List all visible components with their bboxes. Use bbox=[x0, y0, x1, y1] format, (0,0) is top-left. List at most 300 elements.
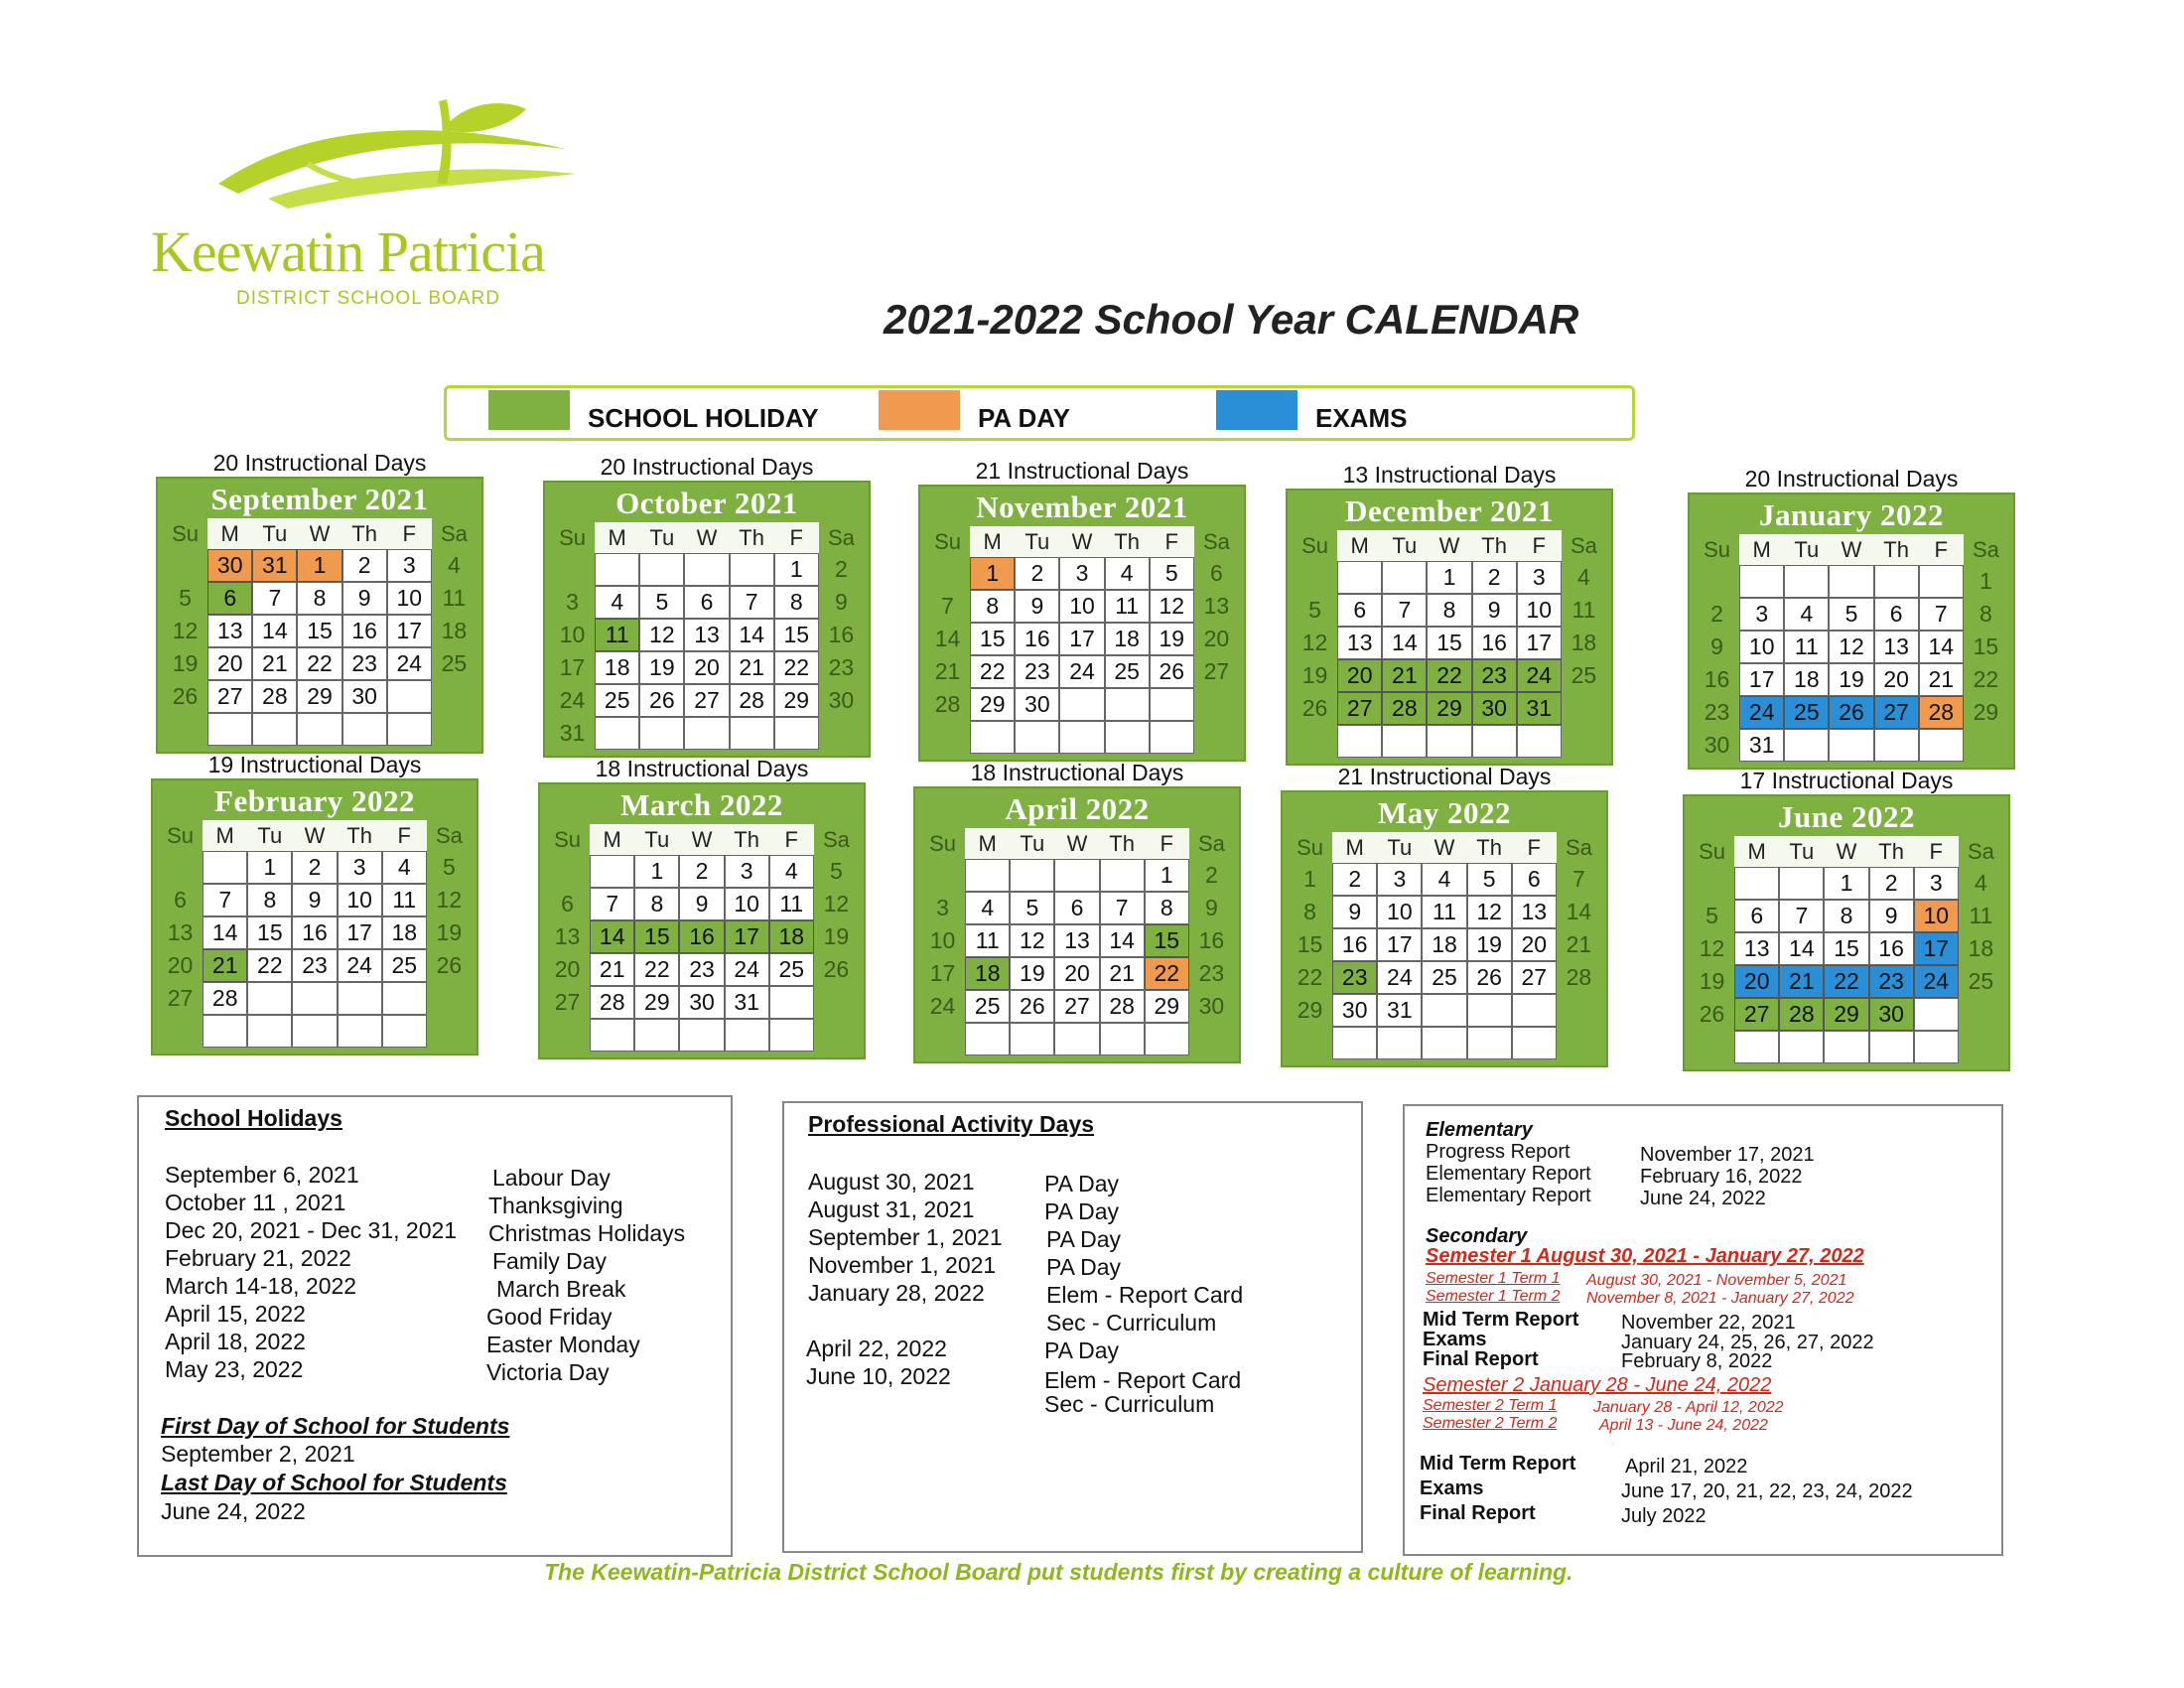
month-name: May 2022 bbox=[1377, 795, 1511, 830]
day-cell: 10 bbox=[920, 924, 965, 957]
day-cell bbox=[1194, 721, 1239, 754]
day-cell: 29 bbox=[1145, 990, 1189, 1023]
day-cell: 23 bbox=[1869, 965, 1914, 998]
weekday-header: Su bbox=[1690, 836, 1734, 867]
weekday-header: Tu bbox=[1779, 836, 1824, 867]
weekday-header: W bbox=[1427, 530, 1471, 561]
day-cell: 9 bbox=[1332, 896, 1377, 928]
semester-1-term-2-label: Semester 1 Term 2 bbox=[1426, 1288, 1561, 1305]
day-cell: 12 bbox=[1467, 896, 1512, 928]
day-cell: 6 bbox=[1874, 598, 1919, 631]
school-holidays-heading: School Holidays bbox=[165, 1105, 342, 1131]
day-cell: 25 bbox=[1784, 696, 1829, 729]
day-cell: 26 bbox=[427, 949, 472, 982]
day-cell bbox=[432, 713, 477, 746]
holiday-date: September 6, 2021 bbox=[165, 1162, 359, 1188]
report-date: February 8, 2022 bbox=[1621, 1350, 1773, 1372]
day-cell: 8 bbox=[1824, 900, 1868, 932]
day-cell: 8 bbox=[1964, 598, 2008, 631]
day-cell: 3 bbox=[1739, 598, 1784, 631]
day-cell: 19 bbox=[639, 651, 684, 684]
day-cell: 28 bbox=[1919, 696, 1964, 729]
day-cell bbox=[925, 721, 970, 754]
day-cell: 27 bbox=[158, 982, 203, 1015]
day-cell: 7 bbox=[730, 586, 774, 619]
day-cell: 17 bbox=[725, 920, 769, 953]
day-cell bbox=[550, 553, 595, 586]
day-cell: 13 bbox=[1734, 932, 1779, 965]
weekday-header: M bbox=[1337, 530, 1382, 561]
day-cell bbox=[427, 1015, 472, 1048]
day-cell: 9 bbox=[679, 888, 724, 920]
day-cell: 2 bbox=[292, 851, 337, 884]
weekday-header: Tu bbox=[639, 522, 684, 553]
report-date: February 16, 2022 bbox=[1640, 1166, 1803, 1188]
day-cell: 25 bbox=[769, 953, 814, 986]
pa-date: June 10, 2022 bbox=[806, 1363, 951, 1389]
day-cell: 8 bbox=[1145, 892, 1189, 924]
day-cell: 12 bbox=[1690, 932, 1734, 965]
day-cell: 22 bbox=[1964, 663, 2008, 696]
day-cell: 12 bbox=[814, 888, 859, 920]
weekday-header: Th bbox=[1100, 828, 1145, 859]
month-name: March 2022 bbox=[620, 787, 783, 822]
day-cell: 23 bbox=[1472, 659, 1517, 692]
day-cell: 19 bbox=[814, 920, 859, 953]
day-cell bbox=[432, 680, 477, 713]
day-cell bbox=[725, 1019, 769, 1052]
day-cell bbox=[774, 717, 819, 750]
holiday-name: Family Day bbox=[492, 1248, 608, 1274]
day-cell: 18 bbox=[595, 651, 639, 684]
pa-desc: PA Day bbox=[1044, 1171, 1119, 1196]
weekday-header: W bbox=[1824, 836, 1868, 867]
day-cell: 27 bbox=[1734, 998, 1779, 1031]
month-name: November 2021 bbox=[976, 490, 1188, 524]
day-cell bbox=[1739, 565, 1784, 598]
day-cell bbox=[1557, 1027, 1601, 1059]
day-cell: 3 bbox=[338, 851, 382, 884]
day-cell bbox=[814, 986, 859, 1019]
day-cell: 13 bbox=[207, 615, 252, 647]
day-cell: 31 bbox=[550, 717, 595, 750]
day-cell: 27 bbox=[1874, 696, 1919, 729]
day-cell: 11 bbox=[769, 888, 814, 920]
day-cell: 28 bbox=[590, 986, 634, 1019]
holiday-name: Good Friday bbox=[486, 1304, 613, 1330]
weekday-header: W bbox=[1059, 526, 1104, 557]
day-cell: 27 bbox=[545, 986, 590, 1019]
day-cell: 19 bbox=[1467, 928, 1512, 961]
day-cell: 4 bbox=[1959, 867, 2003, 900]
day-cell bbox=[1959, 998, 2003, 1031]
day-cell: 14 bbox=[1557, 896, 1601, 928]
weekday-header: F bbox=[1150, 526, 1194, 557]
day-cell bbox=[158, 851, 203, 884]
day-cell: 10 bbox=[338, 884, 382, 916]
day-cell bbox=[1427, 725, 1471, 758]
day-cell bbox=[1829, 729, 1873, 762]
day-cell: 8 bbox=[774, 586, 819, 619]
day-cell bbox=[1194, 688, 1239, 721]
day-cell: 13 bbox=[1194, 590, 1239, 623]
day-cell: 5 bbox=[427, 851, 472, 884]
holiday-date: April 15, 2022 bbox=[165, 1301, 306, 1327]
day-cell: 2 bbox=[1015, 557, 1059, 590]
day-cell bbox=[1422, 1027, 1466, 1059]
day-cell: 5 bbox=[814, 855, 859, 888]
day-cell bbox=[1512, 1027, 1557, 1059]
day-cell: 14 bbox=[1100, 924, 1145, 957]
secondary-heading: Secondary bbox=[1426, 1225, 1528, 1247]
weekday-header: Su bbox=[550, 522, 595, 553]
day-cell: 28 bbox=[1382, 692, 1427, 725]
day-cell bbox=[1422, 994, 1466, 1027]
month-grid bbox=[158, 820, 472, 1048]
day-cell: 11 bbox=[432, 582, 477, 615]
day-cell bbox=[1517, 725, 1562, 758]
month-name: June 2022 bbox=[1778, 799, 1915, 834]
day-cell bbox=[1512, 994, 1557, 1027]
day-cell: 28 bbox=[925, 688, 970, 721]
day-cell: 6 bbox=[1054, 892, 1099, 924]
weekday-header: M bbox=[595, 522, 639, 553]
day-cell: 18 bbox=[432, 615, 477, 647]
legend-school-holiday bbox=[488, 390, 819, 433]
weekday-header: Tu bbox=[1010, 828, 1054, 859]
month-grid bbox=[1288, 832, 1601, 1059]
day-cell: 24 bbox=[725, 953, 769, 986]
day-cell bbox=[1959, 1031, 2003, 1063]
day-cell: 31 bbox=[1377, 994, 1422, 1027]
day-cell: 8 bbox=[1288, 896, 1332, 928]
weekday-header: W bbox=[1829, 534, 1873, 565]
day-cell: 15 bbox=[1964, 631, 2008, 663]
instructional-days: 20 Instructional Days bbox=[1744, 466, 1959, 492]
sprout-logo-icon bbox=[208, 89, 586, 218]
day-cell bbox=[1919, 729, 1964, 762]
semester-1-term-1-dates: August 30, 2021 - November 5, 2021 bbox=[1586, 1272, 1847, 1289]
weekday-header: F bbox=[1919, 534, 1964, 565]
month-december-2021 bbox=[1286, 461, 1613, 766]
day-cell: 8 bbox=[634, 888, 679, 920]
holiday-name: Easter Monday bbox=[486, 1332, 640, 1357]
day-cell: 26 bbox=[1010, 990, 1054, 1023]
day-cell bbox=[639, 553, 684, 586]
day-cell: 10 bbox=[1517, 594, 1562, 627]
day-cell: 20 bbox=[207, 647, 252, 680]
pa-desc: Sec - Curriculum bbox=[1046, 1310, 1217, 1336]
day-cell bbox=[1054, 1023, 1099, 1055]
instructional-days: 13 Instructional Days bbox=[1342, 462, 1557, 488]
day-cell: 21 bbox=[590, 953, 634, 986]
day-cell: 7 bbox=[1100, 892, 1145, 924]
day-cell bbox=[1695, 565, 1739, 598]
day-cell: 23 bbox=[1332, 961, 1377, 994]
day-cell: 12 bbox=[1010, 924, 1054, 957]
day-cell: 16 bbox=[819, 619, 864, 651]
day-cell: 13 bbox=[1337, 627, 1382, 659]
month-grid bbox=[163, 518, 477, 746]
pa-desc: PA Day bbox=[1046, 1226, 1121, 1252]
day-cell: 15 bbox=[1288, 928, 1332, 961]
day-cell bbox=[203, 851, 247, 884]
day-cell: 16 bbox=[292, 916, 337, 949]
day-cell bbox=[970, 721, 1015, 754]
day-cell: 17 bbox=[920, 957, 965, 990]
holiday-date: March 14-18, 2022 bbox=[165, 1273, 357, 1299]
day-cell: 22 bbox=[634, 953, 679, 986]
weekday-header: M bbox=[965, 828, 1010, 859]
day-cell: 28 bbox=[1557, 961, 1601, 994]
day-cell: 5 bbox=[1829, 598, 1873, 631]
day-cell: 17 bbox=[1914, 932, 1959, 965]
day-cell bbox=[1382, 561, 1427, 594]
day-cell: 18 bbox=[1784, 663, 1829, 696]
reports-box bbox=[1403, 1104, 2003, 1556]
day-cell: 5 bbox=[1467, 863, 1512, 896]
weekday-header: Sa bbox=[1194, 526, 1239, 557]
day-cell: 3 bbox=[1059, 557, 1104, 590]
day-cell: 18 bbox=[1105, 623, 1150, 655]
pa-desc: PA Day bbox=[1046, 1254, 1121, 1280]
weekday-header: W bbox=[1422, 832, 1466, 863]
day-cell: 1 bbox=[1964, 565, 2008, 598]
day-cell: 25 bbox=[965, 990, 1010, 1023]
day-cell: 12 bbox=[639, 619, 684, 651]
weekday-header: M bbox=[207, 518, 252, 549]
pa-desc: Elem - Report Card bbox=[1044, 1367, 1242, 1393]
day-cell: 5 bbox=[639, 586, 684, 619]
weekday-header: M bbox=[203, 820, 247, 851]
day-cell: 24 bbox=[1059, 655, 1104, 688]
day-cell bbox=[252, 713, 297, 746]
day-cell: 16 bbox=[1472, 627, 1517, 659]
instructional-days: 20 Instructional Days bbox=[600, 454, 814, 480]
day-cell: 11 bbox=[595, 619, 639, 651]
day-cell: 17 bbox=[387, 615, 432, 647]
semester-1-term-1-label: Semester 1 Term 1 bbox=[1426, 1270, 1561, 1287]
weekday-header: Tu bbox=[1784, 534, 1829, 565]
weekday-header: M bbox=[590, 824, 634, 855]
day-cell: 31 bbox=[1517, 692, 1562, 725]
day-cell: 11 bbox=[1422, 896, 1466, 928]
semester-1-title: Semester 1 August 30, 2021 - January 27, 2022 bbox=[1426, 1245, 1864, 1267]
weekday-header: Th bbox=[1472, 530, 1517, 561]
day-cell: 15 bbox=[970, 623, 1015, 655]
day-cell bbox=[292, 982, 337, 1015]
semester-2-title: Semester 2 January 28 - June 24, 2022 bbox=[1423, 1374, 1772, 1396]
month-name: February 2022 bbox=[214, 783, 415, 818]
day-cell: 18 bbox=[1422, 928, 1466, 961]
day-cell bbox=[634, 1019, 679, 1052]
day-cell: 11 bbox=[382, 884, 427, 916]
day-cell: 2 bbox=[1472, 561, 1517, 594]
day-cell: 8 bbox=[297, 582, 341, 615]
pa-date: April 22, 2022 bbox=[806, 1336, 947, 1361]
day-cell bbox=[338, 1015, 382, 1048]
day-cell: 8 bbox=[970, 590, 1015, 623]
day-cell: 23 bbox=[1015, 655, 1059, 688]
day-cell: 17 bbox=[1377, 928, 1422, 961]
day-cell: 7 bbox=[1919, 598, 1964, 631]
weekday-header: Th bbox=[1869, 836, 1914, 867]
weekday-header: F bbox=[1914, 836, 1959, 867]
holiday-date: April 18, 2022 bbox=[165, 1329, 306, 1354]
day-cell bbox=[1100, 859, 1145, 892]
day-cell: 8 bbox=[1427, 594, 1471, 627]
day-cell: 23 bbox=[1695, 696, 1739, 729]
day-cell bbox=[1105, 721, 1150, 754]
day-cell bbox=[679, 1019, 724, 1052]
day-cell: 20 bbox=[684, 651, 729, 684]
day-cell: 23 bbox=[292, 949, 337, 982]
month-january-2022 bbox=[1688, 465, 2015, 770]
day-cell: 28 bbox=[730, 684, 774, 717]
day-cell: 7 bbox=[1557, 863, 1601, 896]
day-cell: 21 bbox=[1382, 659, 1427, 692]
semester-1-term-2-dates: November 8, 2021 - January 27, 2022 bbox=[1586, 1290, 1854, 1307]
day-cell: 9 bbox=[1472, 594, 1517, 627]
report-date: January 24, 25, 26, 27, 2022 bbox=[1621, 1332, 1874, 1353]
day-cell: 16 bbox=[679, 920, 724, 953]
day-cell bbox=[1779, 1031, 1824, 1063]
pa-days-box bbox=[782, 1101, 1363, 1553]
day-cell bbox=[1874, 565, 1919, 598]
day-cell bbox=[1337, 725, 1382, 758]
day-cell: 5 bbox=[1690, 900, 1734, 932]
day-cell: 27 bbox=[1054, 990, 1099, 1023]
day-cell: 6 bbox=[545, 888, 590, 920]
day-cell: 21 bbox=[203, 949, 247, 982]
day-cell: 14 bbox=[925, 623, 970, 655]
day-cell bbox=[1467, 1027, 1512, 1059]
day-cell: 20 bbox=[1194, 623, 1239, 655]
day-cell: 23 bbox=[1189, 957, 1234, 990]
brand-name: Keewatin Patricia bbox=[151, 219, 545, 284]
day-cell: 26 bbox=[639, 684, 684, 717]
day-cell bbox=[595, 717, 639, 750]
day-cell: 28 bbox=[1779, 998, 1824, 1031]
weekday-header: Sa bbox=[432, 518, 477, 549]
day-cell: 30 bbox=[1015, 688, 1059, 721]
holiday-name: Labour Day bbox=[492, 1165, 611, 1191]
weekday-header: Su bbox=[158, 820, 203, 851]
day-cell: 6 bbox=[1194, 557, 1239, 590]
pa-desc: PA Day bbox=[1044, 1198, 1119, 1224]
day-cell: 31 bbox=[725, 986, 769, 1019]
day-cell: 15 bbox=[247, 916, 292, 949]
day-cell bbox=[1874, 729, 1919, 762]
day-cell bbox=[1964, 729, 2008, 762]
day-cell: 27 bbox=[207, 680, 252, 713]
day-cell bbox=[1784, 565, 1829, 598]
report-date: June 24, 2022 bbox=[1640, 1188, 1766, 1209]
day-cell: 23 bbox=[819, 651, 864, 684]
day-cell: 11 bbox=[1784, 631, 1829, 663]
holiday-date: February 21, 2022 bbox=[165, 1245, 351, 1271]
day-cell: 16 bbox=[342, 615, 387, 647]
day-cell: 13 bbox=[158, 916, 203, 949]
legend-label: PA DAY bbox=[978, 403, 1070, 433]
day-cell: 18 bbox=[965, 957, 1010, 990]
day-cell: 7 bbox=[1382, 594, 1427, 627]
day-cell: 11 bbox=[1959, 900, 2003, 932]
weekday-header: Sa bbox=[814, 824, 859, 855]
day-cell: 11 bbox=[965, 924, 1010, 957]
weekday-header: Tu bbox=[252, 518, 297, 549]
day-cell: 29 bbox=[1288, 994, 1332, 1027]
day-cell: 30 bbox=[679, 986, 724, 1019]
day-cell bbox=[1557, 994, 1601, 1027]
day-cell: 22 bbox=[1288, 961, 1332, 994]
day-cell: 5 bbox=[1010, 892, 1054, 924]
day-cell: 6 bbox=[684, 586, 729, 619]
day-cell bbox=[1054, 859, 1099, 892]
day-cell bbox=[247, 1015, 292, 1048]
month-grid bbox=[1293, 530, 1606, 758]
day-cell: 23 bbox=[342, 647, 387, 680]
day-cell: 27 bbox=[1512, 961, 1557, 994]
month-june-2022 bbox=[1683, 767, 2010, 1071]
day-cell: 19 bbox=[1010, 957, 1054, 990]
month-grid bbox=[920, 828, 1234, 1055]
day-cell: 21 bbox=[1100, 957, 1145, 990]
day-cell bbox=[1467, 994, 1512, 1027]
day-cell bbox=[1734, 867, 1779, 900]
day-cell: 21 bbox=[252, 647, 297, 680]
report-label: Exams bbox=[1420, 1477, 1484, 1499]
day-cell: 2 bbox=[819, 553, 864, 586]
legend bbox=[444, 385, 1635, 441]
day-cell: 11 bbox=[1105, 590, 1150, 623]
month-grid bbox=[550, 522, 864, 750]
day-cell: 20 bbox=[545, 953, 590, 986]
day-cell: 4 bbox=[432, 549, 477, 582]
day-cell: 21 bbox=[1919, 663, 1964, 696]
pa-date: November 1, 2021 bbox=[808, 1252, 997, 1278]
weekday-header: Sa bbox=[1562, 530, 1606, 561]
day-cell bbox=[207, 713, 252, 746]
day-cell bbox=[920, 1023, 965, 1055]
day-cell: 25 bbox=[382, 949, 427, 982]
day-cell: 30 bbox=[342, 680, 387, 713]
day-cell: 4 bbox=[1562, 561, 1606, 594]
day-cell: 31 bbox=[1739, 729, 1784, 762]
day-cell bbox=[1010, 1023, 1054, 1055]
month-grid bbox=[545, 824, 859, 1052]
day-cell: 5 bbox=[1293, 594, 1337, 627]
day-cell: 26 bbox=[1150, 655, 1194, 688]
month-april-2022 bbox=[913, 759, 1241, 1063]
day-cell: 30 bbox=[207, 549, 252, 582]
report-date: April 21, 2022 bbox=[1625, 1456, 1748, 1477]
day-cell: 26 bbox=[1467, 961, 1512, 994]
legend-label: SCHOOL HOLIDAY bbox=[588, 403, 819, 433]
day-cell: 9 bbox=[292, 884, 337, 916]
day-cell: 1 bbox=[1824, 867, 1868, 900]
day-cell bbox=[1690, 1031, 1734, 1063]
weekday-header: Sa bbox=[819, 522, 864, 553]
day-cell: 18 bbox=[1562, 627, 1606, 659]
day-cell: 25 bbox=[432, 647, 477, 680]
semester-2-term-2-dates: April 13 - June 24, 2022 bbox=[1599, 1417, 1768, 1434]
day-cell bbox=[1562, 692, 1606, 725]
day-cell bbox=[925, 557, 970, 590]
month-name: April 2022 bbox=[1005, 791, 1150, 826]
day-cell: 13 bbox=[545, 920, 590, 953]
day-cell: 24 bbox=[1739, 696, 1784, 729]
